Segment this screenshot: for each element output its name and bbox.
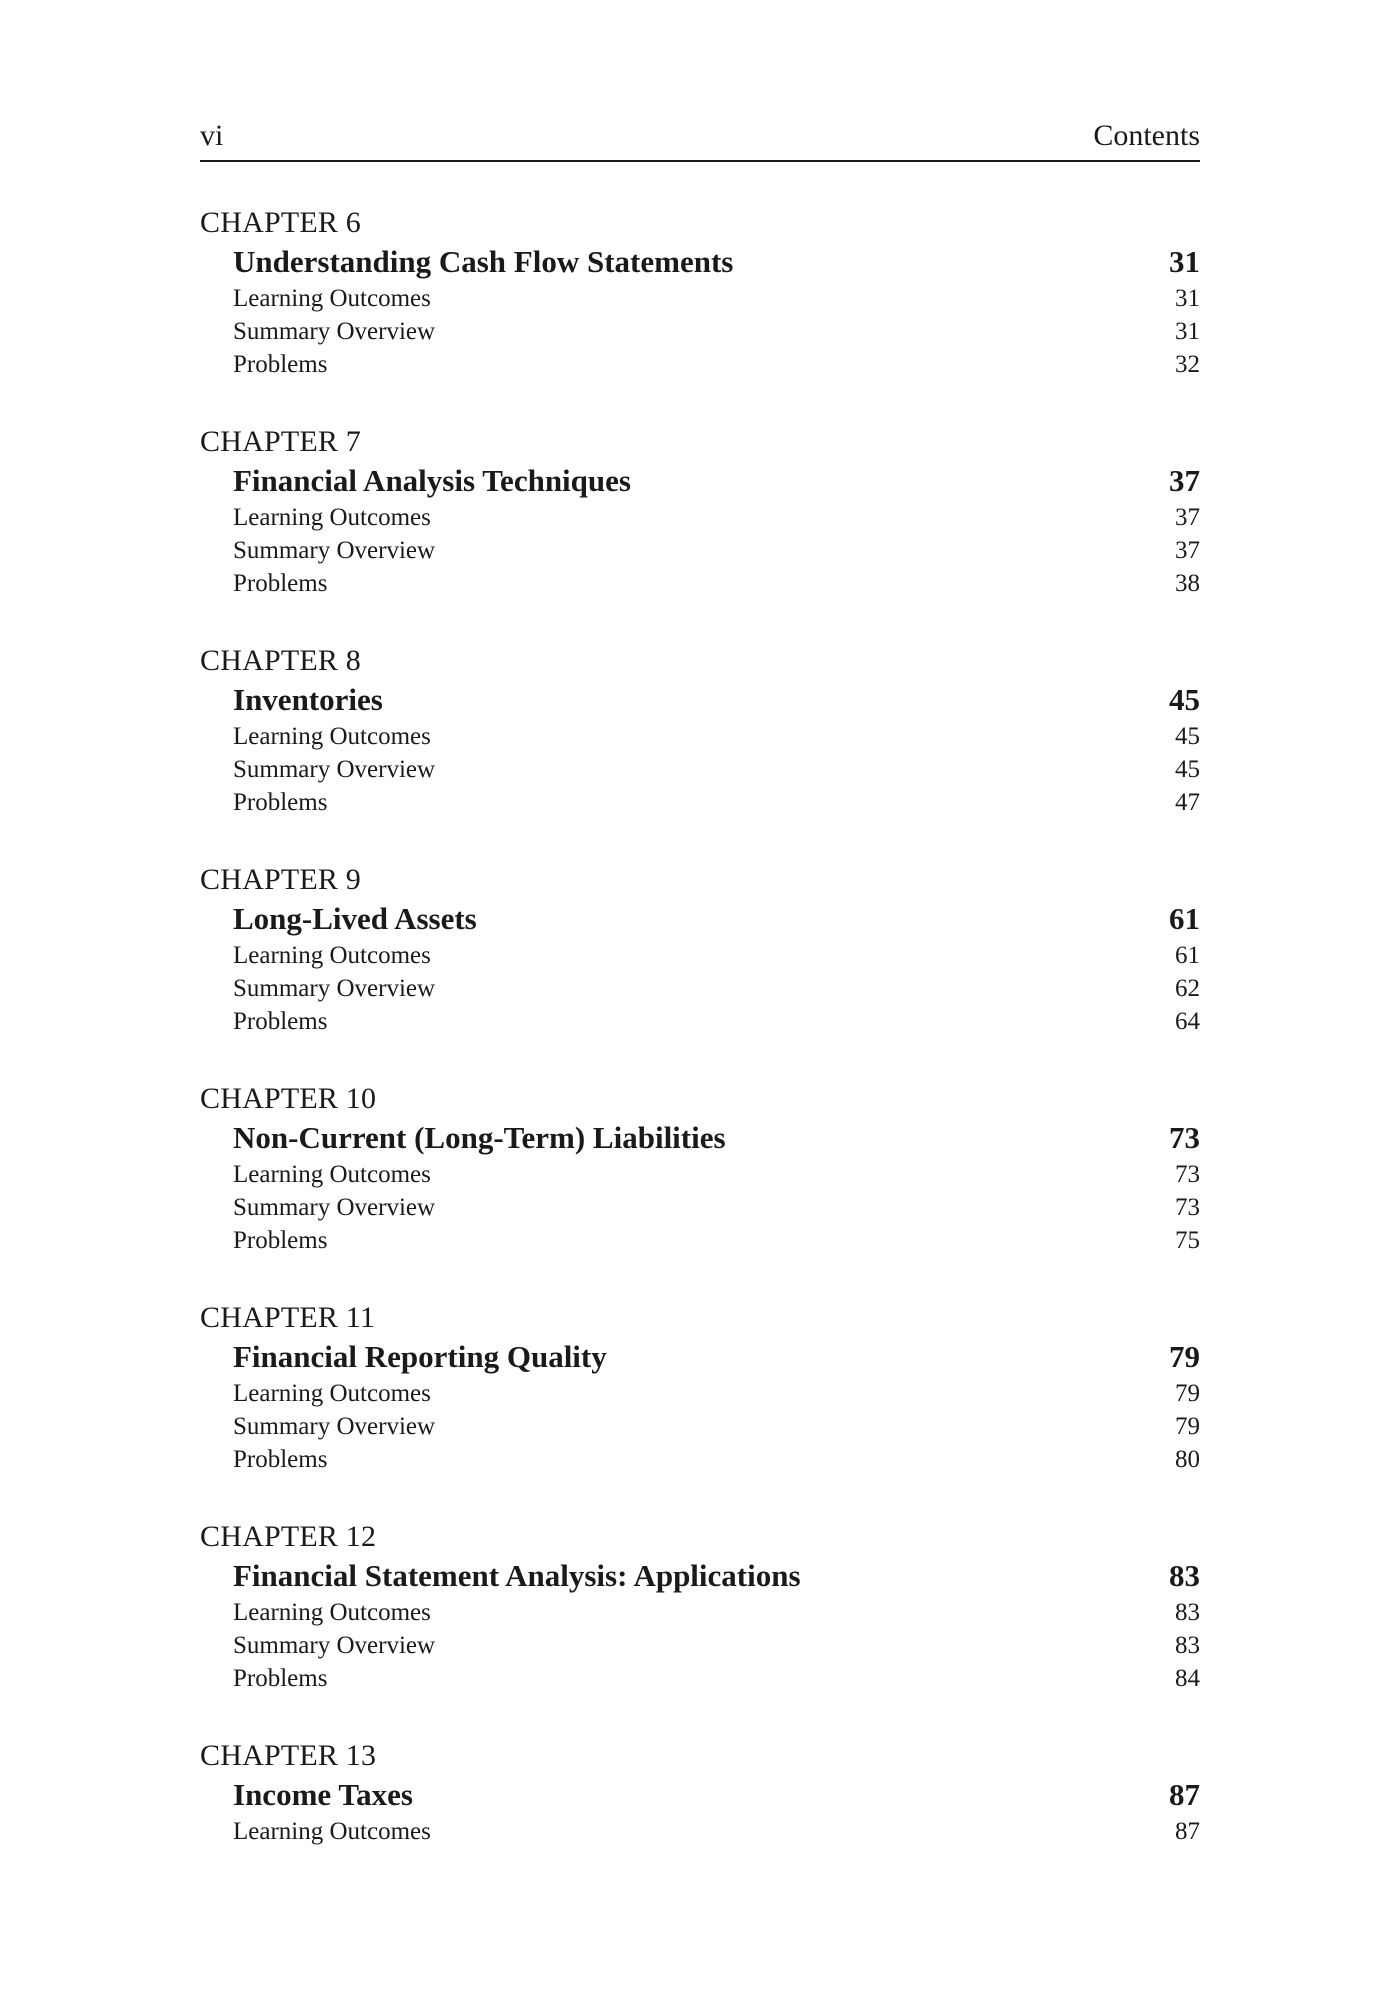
section-page-number: 80	[1175, 1446, 1200, 1473]
chapter-label: CHAPTER 6	[200, 206, 361, 239]
section-title: Summary Overview	[233, 756, 436, 783]
section-title: Problems	[233, 1665, 328, 1692]
section-title: Summary Overview	[233, 1194, 436, 1221]
section-title: Problems	[233, 1446, 328, 1473]
section-page-number: 64	[1175, 1008, 1200, 1035]
section-title: Problems	[233, 351, 328, 378]
toc-section-row[interactable]	[200, 282, 1200, 315]
section-page-number: 75	[1175, 1227, 1200, 1254]
section-title: Summary Overview	[233, 1413, 436, 1440]
chapter-title-row[interactable]	[200, 1556, 1200, 1596]
toc-chapter	[200, 1080, 1200, 1257]
chapter-title: Financial Statement Analysis: Applications	[233, 1558, 801, 1593]
toc-section-row[interactable]	[200, 720, 1200, 753]
chapter-title: Financial Reporting Quality	[233, 1339, 607, 1374]
chapter-label: CHAPTER 13	[200, 1739, 377, 1772]
chapter-title: Long-Lived Assets	[233, 901, 477, 936]
section-page-number: 31	[1175, 285, 1200, 312]
section-title: Learning Outcomes	[233, 1818, 431, 1845]
toc-section-row[interactable]	[200, 1596, 1200, 1629]
section-title: Learning Outcomes	[233, 1161, 431, 1188]
section-page-number: 47	[1175, 789, 1200, 816]
section-page-number: 73	[1175, 1161, 1200, 1188]
toc-section-row[interactable]	[200, 1224, 1200, 1257]
running-header	[200, 118, 1200, 162]
chapter-page-number: 61	[1169, 901, 1200, 936]
section-page-number: 37	[1175, 537, 1200, 564]
chapter-title: Inventories	[233, 682, 383, 717]
section-title: Summary Overview	[233, 1632, 436, 1659]
chapter-page-number: 37	[1169, 463, 1200, 498]
section-page-number: 61	[1175, 942, 1200, 969]
toc-section-row[interactable]	[200, 1005, 1200, 1038]
toc-chapter	[200, 1737, 1200, 1848]
chapter-title-row[interactable]	[200, 899, 1200, 939]
section-page-number: 45	[1175, 756, 1200, 783]
section-page-number: 84	[1175, 1665, 1200, 1692]
chapter-label: CHAPTER 9	[200, 863, 361, 896]
section-title: Summary Overview	[233, 975, 436, 1002]
toc-section-row[interactable]	[200, 939, 1200, 972]
toc-chapter	[200, 642, 1200, 819]
chapter-title-row[interactable]	[200, 242, 1200, 282]
toc-section-row[interactable]	[200, 1377, 1200, 1410]
section-page-number: 37	[1175, 504, 1200, 531]
document-page	[200, 118, 1200, 1890]
chapter-page-number: 31	[1169, 244, 1200, 279]
section-title: Problems	[233, 1008, 328, 1035]
chapter-page-number: 83	[1169, 1558, 1200, 1593]
section-title: Learning Outcomes	[233, 285, 431, 312]
toc-section-row[interactable]	[200, 786, 1200, 819]
chapter-title-row[interactable]	[200, 1118, 1200, 1158]
toc-section-row[interactable]	[200, 1662, 1200, 1695]
section-title: Learning Outcomes	[233, 1599, 431, 1626]
toc-section-row[interactable]	[200, 972, 1200, 1005]
section-title: Learning Outcomes	[233, 942, 431, 969]
chapter-label: CHAPTER 8	[200, 644, 361, 677]
chapter-title: Understanding Cash Flow Statements	[233, 244, 734, 279]
toc-section-row[interactable]	[200, 315, 1200, 348]
chapter-page-number: 45	[1169, 682, 1200, 717]
chapter-label: CHAPTER 7	[200, 425, 361, 458]
section-title: Summary Overview	[233, 537, 436, 564]
toc-chapter	[200, 423, 1200, 600]
chapter-title-row[interactable]	[200, 461, 1200, 501]
section-title: Learning Outcomes	[233, 1380, 431, 1407]
toc-chapter	[200, 1299, 1200, 1476]
page-number: vi	[200, 119, 224, 152]
toc-section-row[interactable]	[200, 348, 1200, 381]
chapter-page-number: 79	[1169, 1339, 1200, 1374]
section-page-number: 38	[1175, 570, 1200, 597]
toc-section-row[interactable]	[200, 1158, 1200, 1191]
toc-section-row[interactable]	[200, 753, 1200, 786]
section-page-number: 31	[1175, 318, 1200, 345]
chapter-label: CHAPTER 11	[200, 1301, 376, 1334]
section-title: Learning Outcomes	[233, 504, 431, 531]
section-page-number: 45	[1175, 723, 1200, 750]
toc-section-row[interactable]	[200, 501, 1200, 534]
toc-section-row[interactable]	[200, 1443, 1200, 1476]
section-page-number: 32	[1175, 351, 1200, 378]
chapter-label: CHAPTER 12	[200, 1520, 377, 1553]
chapter-label: CHAPTER 10	[200, 1082, 377, 1115]
section-page-number: 87	[1175, 1818, 1200, 1845]
section-title: Problems	[233, 1227, 328, 1254]
toc-chapter	[200, 1518, 1200, 1695]
section-title: Summary Overview	[233, 318, 436, 345]
section-title: Learning Outcomes	[233, 723, 431, 750]
section-page-number: 73	[1175, 1194, 1200, 1221]
toc-section-row[interactable]	[200, 1815, 1200, 1848]
toc-section-row[interactable]	[200, 1410, 1200, 1443]
section-page-number: 79	[1175, 1380, 1200, 1407]
toc-chapter	[200, 204, 1200, 381]
toc-section-row[interactable]	[200, 534, 1200, 567]
chapter-page-number: 87	[1169, 1777, 1200, 1812]
chapter-title-row[interactable]	[200, 1337, 1200, 1377]
section-page-number: 83	[1175, 1599, 1200, 1626]
section-page-number: 83	[1175, 1632, 1200, 1659]
chapter-title: Income Taxes	[233, 1777, 413, 1812]
chapter-page-number: 73	[1169, 1120, 1200, 1155]
toc-section-row[interactable]	[200, 1191, 1200, 1224]
running-title: Contents	[1093, 119, 1200, 152]
chapter-title: Non-Current (Long-Term) Liabilities	[233, 1120, 726, 1155]
section-page-number: 79	[1175, 1413, 1200, 1440]
chapter-title-row[interactable]	[200, 1775, 1200, 1815]
toc-section-row[interactable]	[200, 1629, 1200, 1662]
chapter-title-row[interactable]	[200, 680, 1200, 720]
section-title: Problems	[233, 789, 328, 816]
toc-section-row[interactable]	[200, 567, 1200, 600]
chapter-title: Financial Analysis Techniques	[233, 463, 631, 498]
table-of-contents	[200, 204, 1200, 1848]
toc-chapter	[200, 861, 1200, 1038]
section-title: Problems	[233, 570, 328, 597]
section-page-number: 62	[1175, 975, 1200, 1002]
